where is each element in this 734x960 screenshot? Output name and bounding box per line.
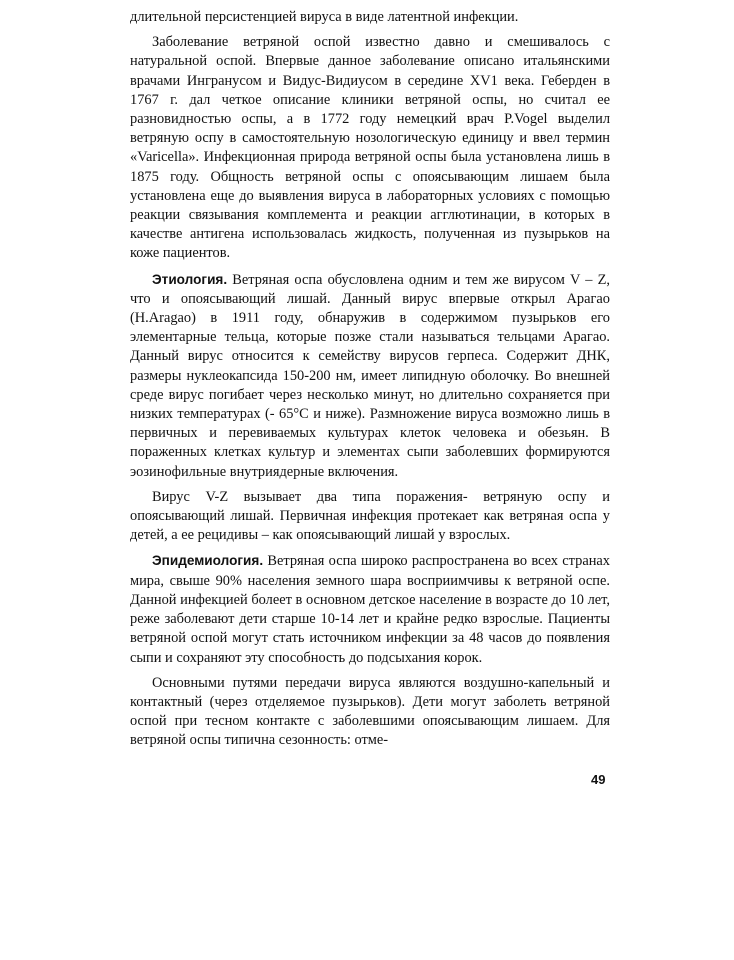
paragraph-text: Ветряная оспа обусловлена одним и тем же вирусом V – Z, что и опоясывающий лишай. Данный вирус впервые открыл Арагао (H.Aragao) в 1911 году, обнаружив в содержимом пузырьков его элементарные тельца, которые позже стали называться тельцами Арагао. Данный вирус относится к семейству вирусов герпеса. Содержит ДНК, размеры нуклеокапсида 150-200 нм, имеет липидную оболочку. Во внешней среде вирус погибает через несколько минут, но длительно сохраняется при низких температурах (- 65°С и ниже). Размножение вируса возможно лишь в первичных и перевиваемых культурах клеток человека и обезьян. В пораженных клетках культур и элементах сыпи заболевших формируются эозинофильные внутриядерные включения. — [130, 271, 610, 480]
section-heading-epidemiology: Эпидемиология. — [152, 553, 264, 569]
paragraph-text: Вирус V-Z вызывает два типа поражения- ветряную оспу и опоясывающий лишай. Первичная инфекция протекает как ветряная оспа у детей, а ее рецидивы – как опоясывающий лишай у взрослых. — [130, 488, 610, 544]
paragraph-virus-types — [130, 488, 610, 546]
paragraph-history — [130, 33, 610, 263]
page-number: 49 — [591, 772, 606, 787]
paragraph-text: Основными путями передачи вируса являются воздушно-капельный и контактный (через отделяемое пузырьков). Дети могут заболеть ветряной оспой при тесном контакте с заболевшими опоясывающим лишаем. Для ветряной оспы типична сезонность: отме- — [130, 674, 610, 749]
paragraph-latent-infection — [130, 8, 610, 27]
paragraph-text: Заболевание ветряной оспой известно давно и смешивалось с натуральной оспой. Впервые данное заболевание описано итальянскими врачами Ингранусом и Видус-Видиусом в середине XV1 века. Геберден в 1767 г. дал четкое описание клиники ветряной оспы, но считал ее разновидностью оспы, а в 1772 году немецкий врач P.Vogel выделил ветряную оспу в самостоятельную нозологическую единицу и ввел термин «Varicella». Инфекционная природа ветряной оспы была установлена лишь в 1875 году. Общность ветряной оспы с опоясывающим лишаем была установлена еще до выявления вируса в лабораторных условиях с помощью реакции связывания комплемента и реакции агглютинации, в которых в качестве антигена использовалась жидкость, полученная из пузырьков на коже пациентов. — [130, 34, 610, 262]
paragraph-text: длительной персистенцией вируса в виде латентной инфекции. — [130, 9, 519, 25]
paragraph-epidemiology — [130, 551, 610, 667]
paragraph-transmission — [130, 674, 610, 751]
section-heading-etiology: Этиология. — [152, 271, 228, 287]
page-body — [130, 8, 610, 751]
paragraph-etiology — [130, 270, 610, 482]
paragraph-text: Ветряная оспа широко распространена во всех странах мира, свыше 90% населения земного шара восприимчивы к ветряной оспе. Данной инфекцией болеет в основном детское население в возрасте до 10 лет, реже заболевают дети старше 10-14 лет и крайне редко взрослые. Пациенты ветряной оспой могут стать источником инфекции за 48 часов до появления сыпи и сохраняют эту способность до подсыхания корок. — [130, 553, 610, 666]
